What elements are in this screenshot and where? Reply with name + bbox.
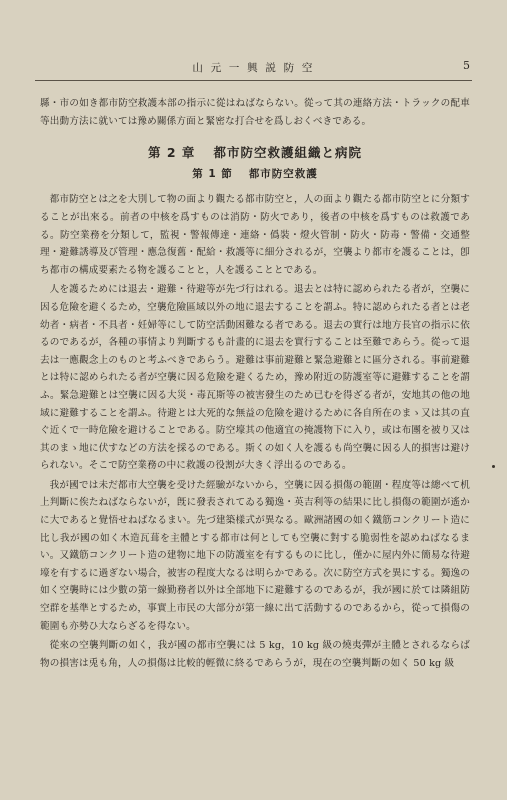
page-number: 5 (463, 59, 470, 72)
chapter-title: 都市防空救護組織と病院 (213, 145, 362, 161)
ink-speck (492, 465, 495, 468)
paragraph: 我が國では未だ都市大空襲を受けた經驗がないから，空襲に因る損傷の範圍・程度等は總べて机上判斷に俟たねばならないが，旣に發表されてゐる獨逸・英吉利等の結果に比し損傷の範圍が遙かに大であると覺悟せねばなるまい。先づ建築樣式が異なる。歐洲諸國の如く鐵筋コンクリート造に比し我が國の如く木造瓦葺を主體とする都市は何としても空襲に對する脆弱性を認めねばなるまい。又鐵筋コンクリート造の建物に地下の防護室を有するものに比し，僅かに屋内外に簡易な待避壕を有するに過ぎない場合，被害の程度大なるは明らかである。次に防空方式を異にする。獨逸の如く空襲時には少數の第一線勤務者以外は全部地下に避難するのであるが，我が國に於ては隣組防空群を基準とするため，事實上市民の大部分が第一線に出て活動するのであるから，從って損傷の範圍も亦勢ひ大ならざるを得ない。 (40, 479, 470, 632)
page-header (35, 58, 472, 81)
section-number: 第 1 節 (192, 167, 233, 180)
section-heading (40, 166, 470, 184)
running-title: 山 元 一 興 説 防 空 (192, 62, 315, 74)
body-text (40, 95, 470, 672)
paragraph: 從來の空襲判斷の如く，我が國の都市空襲には 5 kg，10 kg 級の燒夷彈が主體とされるならば物の損害は兎も角，人の損傷は比較的輕微に終るであらうが，現在の空襲判斷の如く 50 kg 級 (40, 640, 470, 669)
chapter-heading (40, 144, 470, 162)
paragraph: 都市防空とは之を大別して物の面より觀たる都市防空と，人の面より觀たる都市防空とに分類することが出來る。前者の中核を爲すものは消防・防火であり，後者の中核を爲すものは救護である。防空業務を分類して，監視・警報傳達・連絡・僞裝・燈火管制・防火・防毒・警備・交通整理・避難誘導及び管理・應急復舊・配給・救護等に細分されるが，空襲より都市を護ることは，卽ち都市の構成要素たる物を護ることと，人を護ることとである。 (40, 194, 470, 276)
intro-paragraph: 縣・市の如き都市防空救護本部の指示に從はねばならない。從って其の連絡方法・トラックの配車等出動方法に就いては豫め關係方面と緊密な打合せを爲しおくべきである。 (40, 98, 470, 127)
section-title: 都市防空救護 (248, 167, 318, 180)
chapter-number: 第 2 章 (148, 145, 196, 161)
paragraph: 人を護るためには退去・避難・待避等が先づ行はれる。退去とは特に認められたる者が，空襲に因る危險を避くるため，空襲危險區域以外の地に退去することを謂ふ。特に認められたる者とは老幼者・病者・不具者・妊婦等にして防空活動困難なる者である。退去の實行は地方長官の指示に依るのであるが，各種の事情より判斷するも計畫的に退去を實行することは至難であらう。從って退去は一應觀念上のものと考ふべきであらう。避難は事前避難と緊急避難とに區分される。事前避難とは特に認められたる者が空襲に因る危險を避くるため，豫め附近の防護室等に避難することを謂ふ。緊急避難とは空襲に因る大災・毒瓦斯等の被害發生のため已むを得ざる者が，安地其の他の地域に避難することを謂ふ。待避とは大死的な無益の危險を避けるために各自所在のまゝ又は其の直ぐ近くで一時危險を避けることである。防空壕其の他適宜の掩護物下に入り，或は布團を被り又は其のまゝ地に伏すなどの方法を採るのである。斯くの如く人を護るも尚空襲に因る人的損害は避けられない。そこで防空業務の中に救護の役割が大きく浮出るのである。 (40, 284, 470, 472)
